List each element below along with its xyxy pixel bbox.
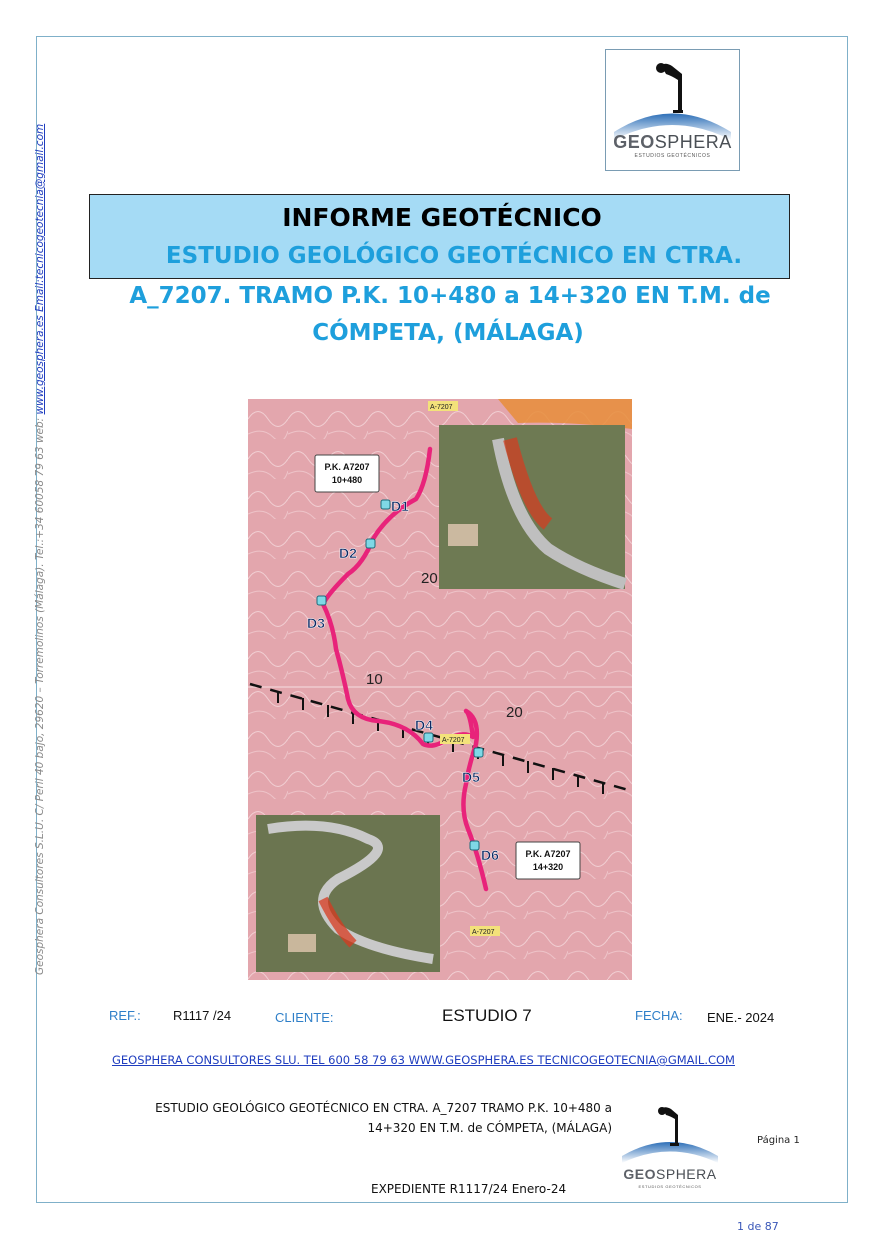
point-d2-label: D2	[339, 545, 357, 561]
sidebar-link[interactable]: www.geosphera.es Email:tecnicogeotecnia@gmail.com	[34, 123, 46, 415]
footer-logo-figure-icon	[620, 1100, 720, 1170]
footer-logo-tagline: ESTUDIOS GEOTÉCNICOS	[638, 1184, 702, 1189]
point-d3-label: D3	[307, 615, 325, 631]
sidebar-text: Geosphera Consultores S.L.U. C/ Peril 40 bajo, 29620 – Torremolinos (Málaga). Tel.:+34 60058 79 63 web:	[34, 414, 46, 975]
contact-link[interactable]: GEOSPHERA CONSULTORES SLU. TEL 600 58 79 63 WWW.GEOSPHERA.ES TECNICOGEOTECNIA@GMAIL.COM	[112, 1053, 735, 1067]
road-label-top: A-7207	[430, 404, 453, 411]
contour-label-20-bottom: 20	[506, 704, 523, 721]
company-logo	[605, 49, 740, 171]
page-label: Página 1	[757, 1135, 800, 1146]
date-value: ENE.- 2024	[707, 1010, 775, 1025]
ref-label: REF.:	[109, 1008, 141, 1023]
page-count: 1 de 87	[737, 1220, 779, 1233]
logo-brand-light: SPHERA	[654, 132, 732, 152]
ref-value: R1117 /24	[173, 1008, 232, 1023]
pk-end-callout	[516, 842, 580, 879]
point-d4-label: D4	[415, 717, 433, 733]
expediente: EXPEDIENTE R1117/24 Enero-24	[371, 1182, 567, 1196]
contour-label-10: 10	[366, 671, 383, 688]
report-subtitle-line1: ESTUDIO GEOLÓGICO GEOTÉCNICO EN CTRA.	[165, 243, 743, 269]
road-label-bottom: A-7207	[472, 929, 495, 936]
pk-end-line1: P.K. A7207	[525, 849, 571, 859]
report-subtitle-line2: A_7207. TRAMO P.K. 10+480 a 14+320 EN T.M. de	[129, 283, 771, 309]
report-subtitle-line3: CÓMPETA, (MÁLAGA)	[312, 320, 584, 346]
aerial-photo-top	[439, 425, 625, 589]
location-map	[248, 399, 632, 980]
contour-label-20-top: 20	[421, 570, 438, 587]
road-label-middle: A-7207	[442, 737, 465, 744]
footer-description-line1: ESTUDIO GEOLÓGICO GEOTÉCNICO EN CTRA. A_7207 TRAMO P.K. 10+480 a	[155, 1101, 612, 1115]
pk-start-line2: 10+480	[331, 475, 363, 485]
report-title: INFORME GEOTÉCNICO	[282, 203, 602, 232]
footer-description	[52, 1098, 612, 1138]
pk-start-callout	[315, 455, 379, 492]
sidebar-contact	[34, 123, 46, 975]
point-d1-label: D1	[391, 498, 409, 514]
aerial-photo-bottom	[256, 815, 440, 972]
date-label: FECHA:	[635, 1008, 683, 1023]
pk-end-line2: 14+320	[532, 862, 564, 872]
client-label: CLIENTE:	[275, 1010, 334, 1025]
footer-description-line2: 14+320 EN T.M. de CÓMPETA, (MÁLAGA)	[367, 1121, 612, 1135]
pk-start-line1: P.K. A7207	[324, 462, 370, 472]
logo-tagline: ESTUDIOS GEOTÉCNICOS	[634, 153, 711, 159]
footer-logo	[620, 1100, 720, 1196]
point-d6-label: D6	[481, 847, 499, 863]
logo-brand-bold: GEO	[613, 132, 655, 152]
point-d5-label: D5	[462, 769, 480, 785]
client-value: ESTUDIO 7	[442, 1006, 532, 1025]
footer-logo-brand-bold: GEO	[623, 1166, 657, 1182]
footer-logo-brand-light: SPHERA	[656, 1166, 717, 1182]
